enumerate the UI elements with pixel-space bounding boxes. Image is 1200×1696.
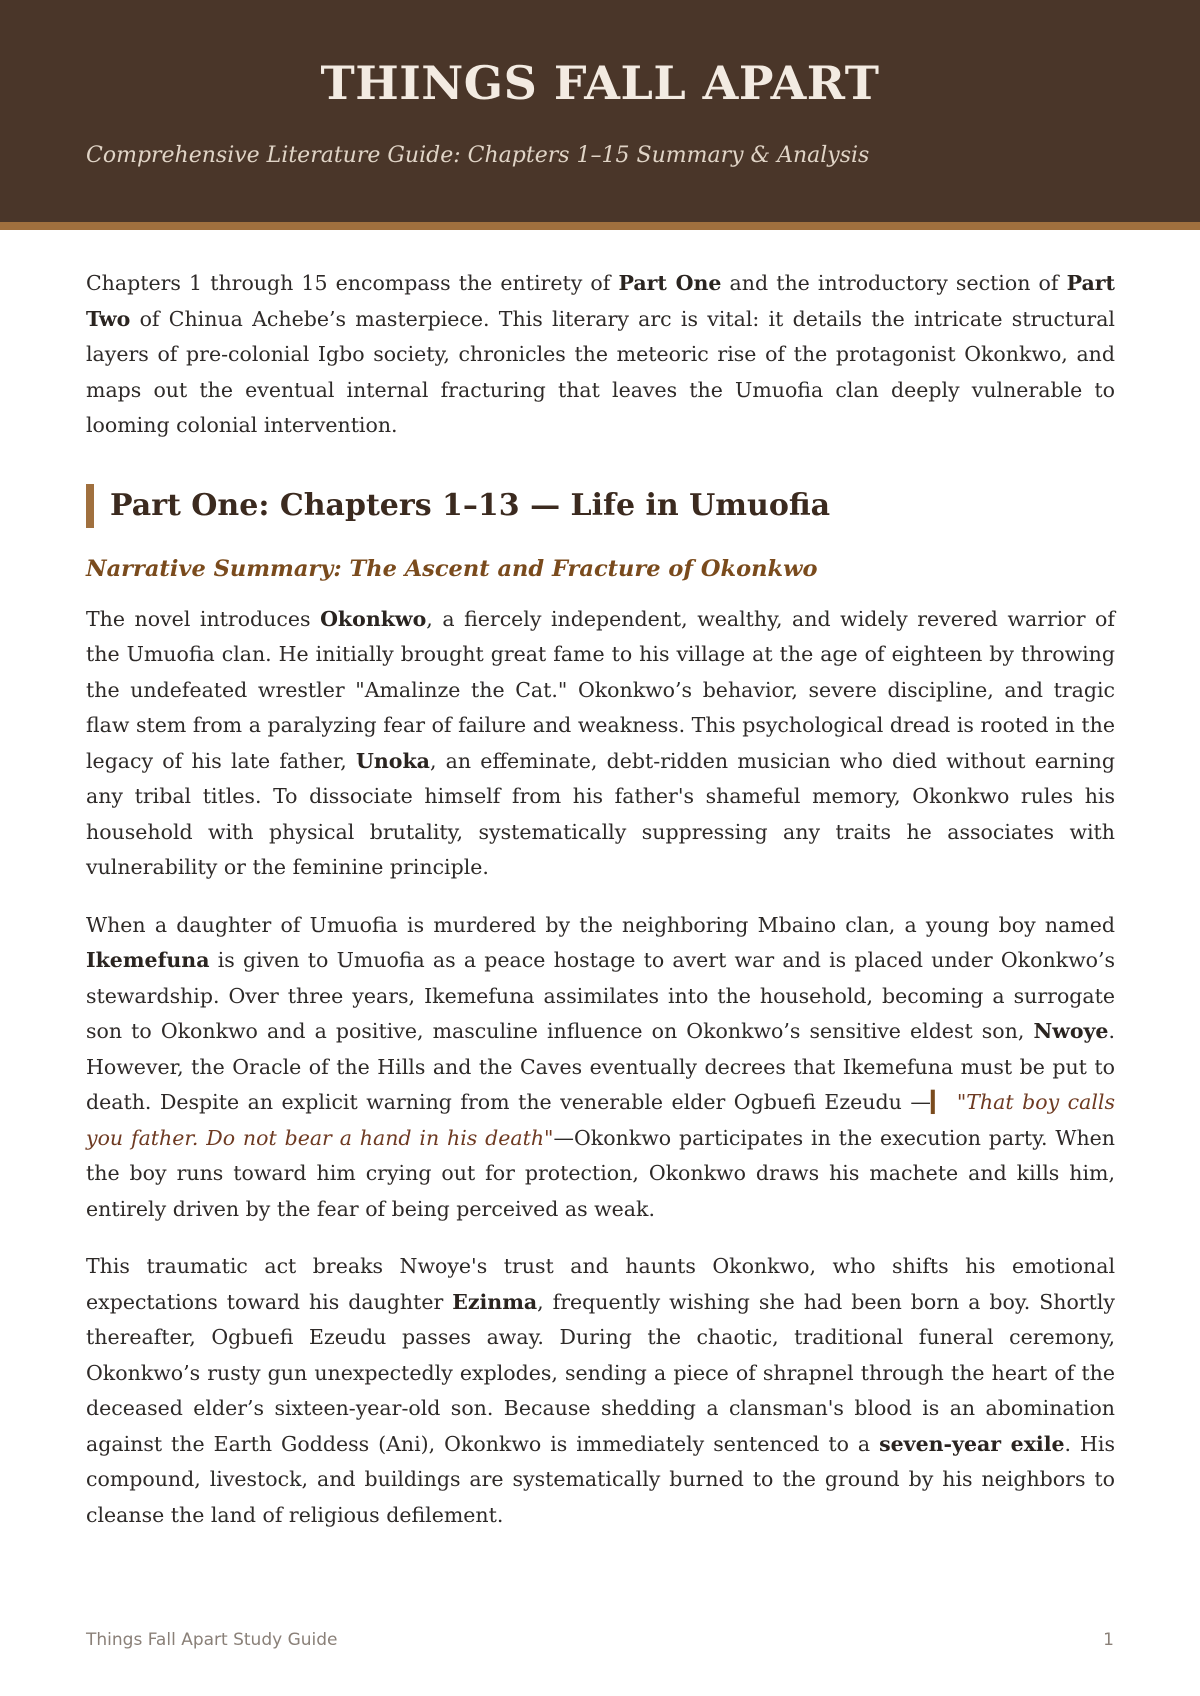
summary-paragraph-1 <box>86 602 1115 886</box>
section-heading: Part One: Chapters 1–13 — Life in Umuofia <box>86 484 1115 528</box>
text-run: Chapters 1 through 15 encompass the entirety of <box>86 271 619 295</box>
summary-paragraph-3 <box>86 1249 1115 1533</box>
text-run: —Okonkwo participates in the execution party. When the boy runs toward him crying out for protection, Okonkwo draws his machete and kills him, entirely driven by the fear of being perceived as weak. <box>86 1125 1115 1221</box>
text-run: . However, the Oracle of the Hills and the Caves eventually decrees that Ikemefuna must be put to death. Despite an explicit warning from the venerable elder Ogbuefi Ezeudu <box>86 1019 1115 1114</box>
bold-term: Part One <box>618 271 722 295</box>
summary-paragraph-2 <box>86 908 1115 1228</box>
text-run: This traumatic act breaks Nwoye's trust and haunts Okonkwo, who shifts his emotional expectations toward his daughter <box>86 1254 1115 1314</box>
text-run: and the introductory section of <box>721 271 1067 295</box>
document-title: THINGS FALL APART <box>320 56 880 110</box>
page-header <box>0 0 1200 230</box>
bold-term: Part Two <box>86 271 1115 331</box>
main-content <box>86 266 1115 1555</box>
text-run: , a fiercely independent, wealthy, and widely revered warrior of the Umuofia clan. He initially brought great fame to his village at the age of eighteen by throwing the undefeated wrestler "Amalinze the Cat." Okonkwo’s behavior, severe discipline, and tragic flaw stem from a paralyzing fear of failure and weakness. This psychological dread is rooted in the legacy of his late father, <box>86 606 1115 773</box>
text-run: When a daughter of Umuofia is murdered by the neighboring Mbaino clan, a young boy named <box>86 912 1115 937</box>
bold-term: seven-year exile <box>879 1431 1065 1456</box>
text-run: , an effeminate, debt-ridden musician who died without earning any tribal titles. To dissociate himself from his father's shameful memory, Okonkwo rules his household with physical brutality, systematically suppressing any traits he associates with vulnerability or the feminine principle. <box>86 748 1115 879</box>
bold-term: Unoka <box>355 748 430 773</box>
bold-term: Nwoye <box>1033 1019 1109 1043</box>
text-run: , frequently wishing she had been born a boy. Shortly thereafter, Ogbuefi Ezeudu passes away. During the chaotic, traditional funeral ceremony, Okonkwo’s rusty gun unexpectedly explodes, sending a piece of shrapnel through the heart of the deceased elder’s sixteen-year-old son. Because shedding a clansman's blood is an abomination against the Earth Goddess (Ani), Okonkwo is immediately sentenced to a <box>86 1289 1115 1456</box>
bold-term: Okonkwo <box>320 606 427 631</box>
text-run: . His compound, livestock, and buildings are systematically burned to the ground by his neighbors to cleanse the land of religious defilement. <box>86 1431 1115 1527</box>
document-subtitle: Comprehensive Literature Guide: Chapters 1–15 Summary & Analysis <box>86 143 870 168</box>
quote-marker-icon: ▎ <box>930 1090 947 1114</box>
bold-term: Ezinma <box>452 1289 538 1314</box>
subsection-heading: Narrative Summary: The Ascent and Fracture of Okonkwo <box>86 555 818 582</box>
inline-quote: "That boy calls you father. Do not bear a hand in his death" <box>86 1090 1115 1150</box>
text-run: The novel introduces <box>86 606 321 631</box>
text-run: is given to Umuofia as a peace hostage to avert war and is placed under Okonkwo’s stewardship. Over three years, Ikemefuna assimilates into the household, becoming a surrogate son to Okonkwo and a positive, masculine influence on Okonkwo’s sensitive eldest son, <box>86 948 1115 1043</box>
intro-paragraph <box>86 266 1115 444</box>
footer-doc-title: Things Fall Apart Study Guide <box>86 1630 338 1650</box>
em-dash: — <box>910 1090 931 1114</box>
text-run: of Chinua Achebe’s masterpiece. This literary arc is vital: it details the intricate structural layers of pre-colonial Igbo society, chronicles the meteoric rise of the protagonist Okonkwo, and maps out the eventual internal fracturing that leaves the Umuofia clan deeply vulnerable to looming colonial intervention. <box>86 306 1115 437</box>
page-number: 1 <box>1103 1630 1114 1650</box>
bold-term: Ikemefuna <box>86 948 210 972</box>
